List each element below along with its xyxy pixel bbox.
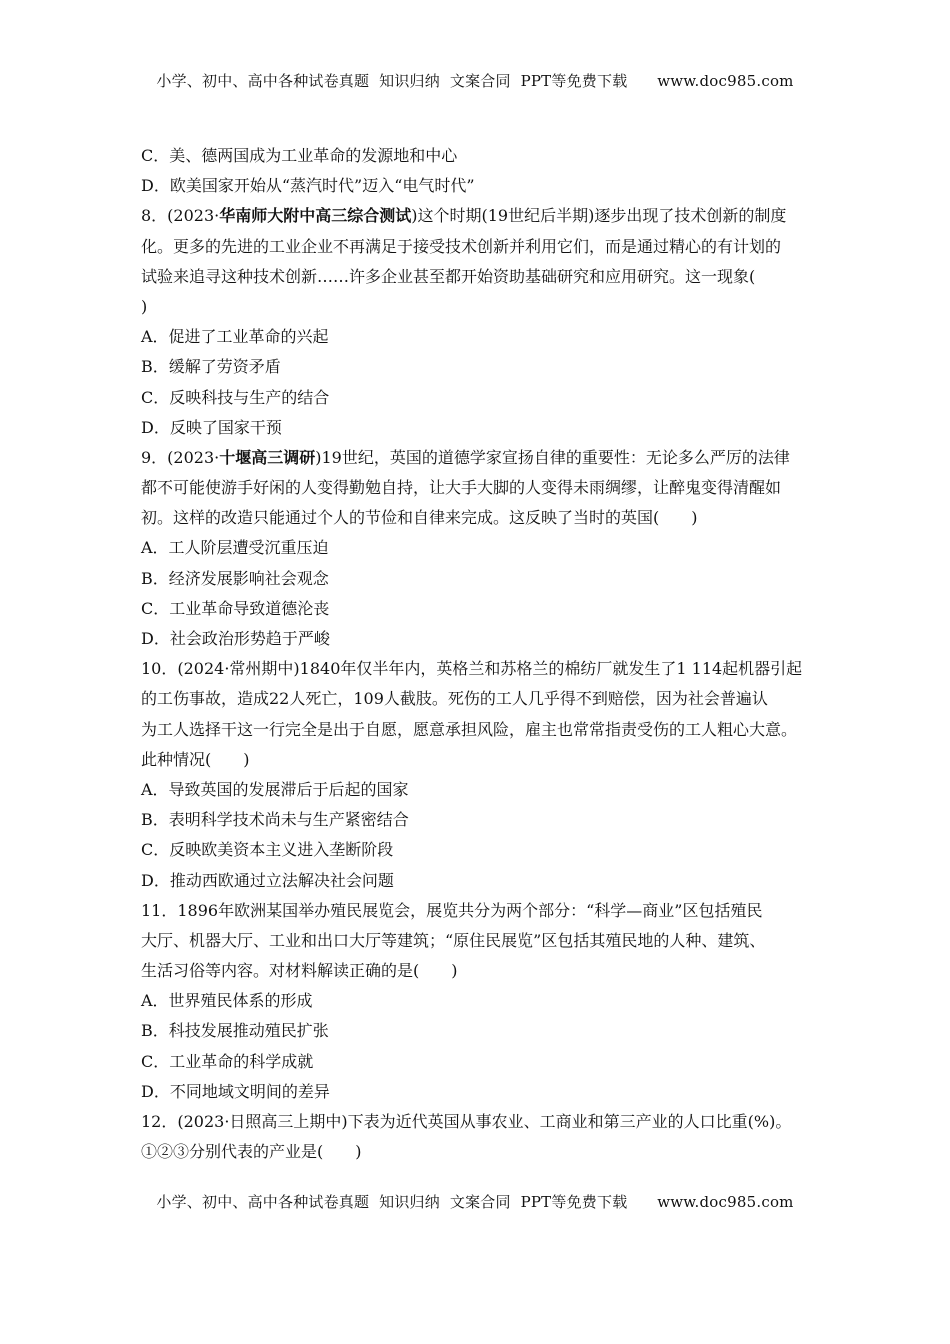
option-a-q8: A．促进了工业革命的兴起 <box>141 327 329 347</box>
option-a-q9: A．工人阶层遭受沉重压迫 <box>141 538 329 558</box>
question-9-text: )19世纪，英国的道德学家宣扬自律的重要性：无论多么严厉的法律 <box>315 447 790 467</box>
question-8-source: 华南师大附中高三综合测试 <box>219 206 412 226</box>
question-11-stem-line: 生活习俗等内容。对材料解读正确的是( ) <box>141 961 458 981</box>
option-b-q9: B．经济发展影响社会观念 <box>141 568 329 588</box>
question-9-stem <box>141 443 821 473</box>
question-9-stem-line: 都不可能使游手好闲的人变得勤勉自持，让大手大脚的人变得未雨绸缪，让醉鬼变得清醒如 <box>141 478 782 498</box>
page-header: 小学、初中、高中各种试卷真题 知识归纳 文案合同 PPT等免费下载 www.doc985.com <box>156 72 794 90</box>
question-9-source: 十堰高三调研 <box>219 447 316 467</box>
question-10-stem-line: 的工伤事故，造成22人死亡，109人截肢。死伤的工人几乎得不到赔偿，因为社会普遍认 <box>141 689 768 709</box>
question-8-text: )这个时期(19世纪后半期)逐步出现了技术创新的制度 <box>411 206 787 226</box>
question-9-number: 9．(2023· <box>141 447 220 467</box>
question-9-stem-line: 初。这样的改造只能通过个人的节俭和自律来完成。这反映了当时的英国( ) <box>141 508 698 528</box>
question-10-stem: 10．(2024·常州期中)1840年仅半年内，英格兰和苏格兰的棉纺厂就发生了1 114起机器引起 <box>141 659 803 679</box>
question-8-stem-line: 试验来追寻这种技术创新……许多企业甚至都开始资助基础研究和应用研究。这一现象( <box>141 266 756 286</box>
option-b-q10: B．表明科学技术尚未与生产紧密结合 <box>141 810 409 830</box>
question-8-stem-line: ) <box>141 296 148 316</box>
question-10-stem-line: 为工人选择干这一行完全是出于自愿，愿意承担风险，雇主也常常指责受伤的工人粗心大意。 <box>141 719 798 739</box>
option-b-q11: B．科技发展推动殖民扩张 <box>141 1021 329 1041</box>
question-12-stem: 12．(2023·日照高三上期中)下表为近代英国从事农业、工商业和第三产业的人口比重(%)。 <box>141 1112 792 1131</box>
question-11-stem-line: 大厅、机器大厅、工业和出口大厅等建筑；“原住民展览”区包括其殖民地的人种、建筑、 <box>141 930 766 950</box>
option-c-q9: C．工业革命导致道德沦丧 <box>141 598 330 618</box>
option-c-q8: C．反映科技与生产的结合 <box>141 387 330 407</box>
option-b-q8: B．缓解了劳资矛盾 <box>141 357 281 377</box>
option-d-q10: D．推动西欧通过立法解决社会问题 <box>141 870 394 890</box>
question-8-number: 8．(2023· <box>141 206 220 226</box>
option-d-q9: D．社会政治形势趋于严峻 <box>141 629 330 648</box>
question-8-stem <box>141 201 821 231</box>
option-a-q10: A．导致英国的发展滞后于后起的国家 <box>141 779 409 799</box>
option-c-q11: C．工业革命的科学成就 <box>141 1051 314 1071</box>
option-d-q8: D．反映了国家干预 <box>141 417 282 437</box>
question-8-stem-line: 化。更多的先进的工业企业不再满足于接受技术创新并利用它们，而是通过精心的有计划的 <box>141 236 782 256</box>
option-c-q10: C．反映欧美资本主义进入垄断阶段 <box>141 840 394 860</box>
option-c-q7: C．美、德两国成为工业革命的发源地和中心 <box>141 146 458 165</box>
question-10-stem-line: 此种情况( ) <box>141 749 250 769</box>
question-11-stem: 11．1896年欧洲某国举办殖民展览会，展览共分为两个部分：“科学—商业”区包括殖民 <box>141 900 763 920</box>
page-footer: 小学、初中、高中各种试卷真题 知识归纳 文案合同 PPT等免费下载 www.doc985.com <box>156 1193 794 1211</box>
option-d-q11: D．不同地域文明间的差异 <box>141 1081 330 1101</box>
option-a-q11: A．世界殖民体系的形成 <box>141 991 313 1011</box>
option-d-q7: D．欧美国家开始从“蒸汽时代”迈入“电气时代” <box>141 176 475 196</box>
question-12-stem-line: ①②③分别代表的产业是( ) <box>141 1142 362 1162</box>
question-content <box>141 141 821 1167</box>
